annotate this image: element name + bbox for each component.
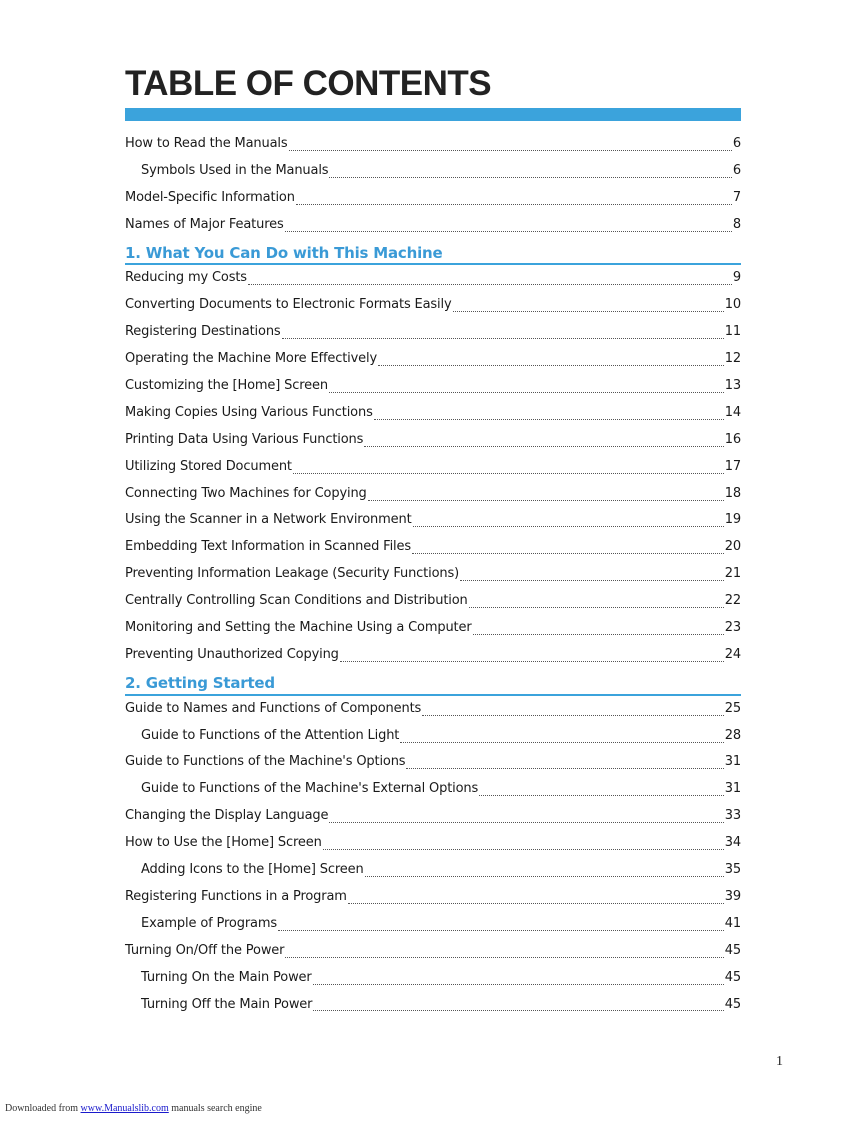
toc-entry-page: 41 [724,915,741,931]
toc-subentry[interactable] [125,776,741,803]
dot-leader [248,284,732,285]
toc-entry[interactable] [125,185,741,212]
toc-entry-title: Example of Programs [141,915,277,931]
toc-entry-page: 14 [724,404,741,420]
toc-entry-page: 34 [724,835,741,851]
toc-entry-title: Names of Major Features [125,216,284,232]
toc-entry-title: How to Use the [Home] Screen [125,835,322,851]
dot-leader [453,311,724,312]
dot-leader [374,419,724,420]
toc-entry-page: 31 [724,781,741,797]
chapter-underline [125,263,741,265]
toc-entry-page: 28 [724,727,741,743]
toc-entry-title: Customizing the [Home] Screen [125,378,328,394]
toc-entry-page: 16 [724,431,741,447]
toc-subentry[interactable] [125,911,741,938]
toc-entry-page: 33 [724,808,741,824]
chapter-underline [125,694,741,696]
chapter-heading[interactable] [125,239,741,266]
toc-entry-page: 31 [724,754,741,770]
dot-leader [313,984,724,985]
toc-entry-page: 22 [724,593,741,609]
toc-entry[interactable] [125,588,741,615]
toc-entry-page: 35 [724,862,741,878]
toc-entry-page: 8 [732,216,741,232]
toc-entry[interactable] [125,131,741,158]
dot-leader [340,661,724,662]
toc-entry-title: Registering Destinations [125,324,281,340]
toc-entry-title: Turning Off the Main Power [141,996,313,1012]
toc-subentry[interactable] [125,992,741,1019]
toc-entry[interactable] [125,292,741,319]
toc-entry[interactable] [125,615,741,642]
dot-leader [348,903,724,904]
toc-entry-page: 20 [724,539,741,555]
toc-entry-title: Monitoring and Setting the Machine Using a Computer [125,620,472,636]
manualslib-link[interactable]: www.Manualslib.com [80,1103,169,1114]
toc-entry-title: Turning On the Main Power [141,969,312,985]
dot-leader [329,822,723,823]
dot-leader [422,715,724,716]
dot-leader [285,957,723,958]
toc-entry[interactable] [125,346,741,373]
toc-entry-page: 25 [724,700,741,716]
toc-entry[interactable] [125,830,741,857]
toc-entry[interactable] [125,373,741,400]
toc-entry[interactable] [125,454,741,481]
toc-entry-page: 24 [724,646,741,662]
toc-entry[interactable] [125,642,741,669]
toc-entry[interactable] [125,319,741,346]
toc-entry-title: Preventing Information Leakage (Security Functions) [125,566,460,582]
dot-leader [329,177,731,178]
dot-leader [293,473,724,474]
dot-leader [406,768,723,769]
toc-subentry[interactable] [125,723,741,750]
toc-entry-page: 45 [724,969,741,985]
page-number: 1 [776,1054,783,1069]
toc-entry-page: 21 [724,566,741,582]
dot-leader [412,553,724,554]
toc-entry-title: How to Read the Manuals [125,136,288,151]
toc-entry[interactable] [125,265,741,292]
dot-leader [400,742,724,743]
dot-leader [364,446,723,447]
toc-entry-title: Centrally Controlling Scan Conditions and Distribution [125,593,468,609]
toc-entry-title: Guide to Functions of the Machine's External Options [141,781,479,797]
toc-subentry[interactable] [125,158,741,185]
dot-leader [473,634,724,635]
toc-entry-title: Changing the Display Language [125,808,329,824]
toc-entry-title: Turning On/Off the Power [125,942,285,958]
toc-entry-page: 18 [724,485,741,501]
toc-entry-title: Guide to Functions of the Attention Light [141,727,400,743]
dot-leader [285,231,732,232]
toc-entry-page: 17 [724,458,741,474]
footer-suffix: manuals search engine [168,1103,262,1114]
toc-entry-title: Registering Functions in a Program [125,888,347,904]
toc-entry-title: Using the Scanner in a Network Environment [125,512,412,528]
toc-entry-title: Model-Specific Information [125,189,295,205]
dot-leader [278,930,724,931]
dot-leader [289,150,732,151]
download-footer [5,1103,262,1114]
toc-entry-title: Converting Documents to Electronic Formats Easily [125,297,452,313]
toc-entry-page: 23 [724,620,741,636]
toc-entry[interactable] [125,481,741,508]
toc-entry-title: Adding Icons to the [Home] Screen [141,862,364,878]
page-title: TABLE OF CONTENTS [125,64,492,103]
toc-entry-page: 9 [732,270,741,286]
toc-entry-title: Embedding Text Information in Scanned Files [125,539,411,555]
toc-entry[interactable] [125,427,741,454]
toc-entry-page: 10 [724,297,741,313]
toc-entry-page: 13 [724,378,741,394]
toc-entry[interactable] [125,938,741,965]
toc-entry-page: 45 [724,996,741,1012]
chapter-heading[interactable] [125,669,741,696]
toc-entry[interactable] [125,803,741,830]
footer-prefix: Downloaded from [5,1103,81,1114]
toc-entry[interactable] [125,561,741,588]
table-of-contents [125,131,741,1018]
dot-leader [460,580,724,581]
dot-leader [413,526,724,527]
dot-leader [323,849,724,850]
toc-entry-page: 45 [724,942,741,958]
toc-entry-page: 6 [732,136,741,151]
toc-entry-page: 11 [724,324,741,340]
toc-entry[interactable] [125,507,741,534]
toc-entry-title: Printing Data Using Various Functions [125,431,364,447]
dot-leader [378,365,724,366]
toc-entry-title: Operating the Machine More Effectively [125,351,378,367]
toc-subentry[interactable] [125,857,741,884]
toc-entry-page: 6 [732,162,741,178]
dot-leader [313,1010,723,1011]
dot-leader [296,204,732,205]
dot-leader [329,392,724,393]
toc-entry-title: Utilizing Stored Document [125,458,292,474]
dot-leader [365,876,724,877]
toc-entry-page: 19 [724,512,741,528]
toc-entry-title: Symbols Used in the Manuals [141,162,329,178]
chapter-title: 1. What You Can Do with This Machine [125,243,443,262]
toc-entry-page: 12 [724,351,741,367]
toc-subentry[interactable] [125,965,741,992]
toc-entry[interactable] [125,696,741,723]
toc-entry[interactable] [125,534,741,561]
chapter-title: 2. Getting Started [125,673,275,692]
toc-entry-page: 39 [724,888,741,904]
dot-leader [368,500,724,501]
toc-entry-title: Making Copies Using Various Functions [125,404,373,420]
toc-entry-title: Connecting Two Machines for Copying [125,485,367,501]
toc-entry-title: Guide to Names and Functions of Components [125,700,422,716]
dot-leader [469,607,724,608]
toc-entry[interactable] [125,212,741,239]
toc-entry[interactable] [125,884,741,911]
dot-leader [282,338,724,339]
toc-entry-title: Guide to Functions of the Machine's Options [125,754,406,770]
title-underline-bar [125,108,741,121]
toc-entry-title: Preventing Unauthorized Copying [125,646,339,662]
toc-entry-page: 7 [732,189,741,205]
toc-entry-title: Reducing my Costs [125,270,247,286]
toc-entry[interactable] [125,400,741,427]
toc-entry[interactable] [125,749,741,776]
dot-leader [479,795,724,796]
